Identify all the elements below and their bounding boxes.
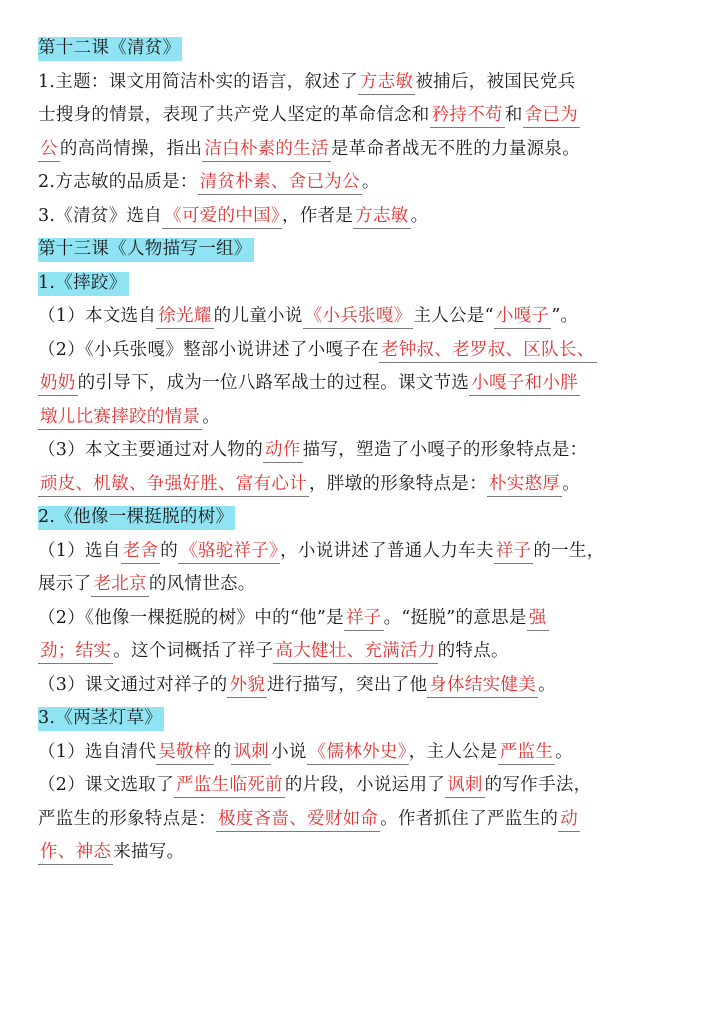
note-line [38,574,684,608]
line-text: （3）本文主要通过对人物的 [38,440,264,460]
answer-blank: 讽刺 [445,775,485,798]
heading-highlight [38,506,235,530]
line-text: 2.方志敏的品质是： [38,172,198,192]
heading-highlight [38,238,254,262]
answer-blank: 祥子 [494,541,534,564]
note-line [38,775,684,809]
answer-blank: 严监生 [498,742,555,765]
line-text: 2.《他像一棵挺脱的树》 [38,507,234,527]
note-line [38,340,684,374]
answer-blank: 朴实憨厚 [487,474,562,497]
note-line [38,306,684,340]
note-line [38,105,684,139]
line-text: 的儿童小说 [213,306,303,326]
note-line [38,407,684,441]
line-text: ，主人公是 [408,741,498,762]
answer-blank: 老北京 [91,574,148,597]
note-line [38,742,684,776]
answer-blank: 作、神态 [38,842,113,865]
answer-blank: 《小兵张嘎》 [303,306,414,329]
heading-highlight [38,272,129,296]
line-text: 。 [562,473,581,494]
answer-blank: 讽刺 [231,742,271,765]
line-text: 的一生， [533,540,605,561]
line-text: 是革命者战无不胜的力量源泉。 [330,138,581,159]
line-text: 的片段，小说运用了 [284,775,446,795]
line-text: （2）《他像一棵挺脱的树》中的“他”是 [38,607,344,628]
note-line [38,172,684,206]
heading-highlight [38,707,164,731]
line-text: 的写作手法， [484,775,592,795]
line-text: 。 [555,741,573,762]
line-text: 小说 [271,741,307,762]
line-text: （1）选自 [38,540,121,561]
line-text: ”。 [551,306,579,326]
answer-blank: 小嘎子 [494,306,551,329]
line-text: 。作者抓住了严监生的 [380,808,559,829]
note-line [38,608,684,642]
line-text: （1）选自清代 [38,741,157,762]
answer-blank: 极度吝啬、爱财如命 [216,809,380,832]
answer-blank: 动 [558,809,580,832]
answer-blank: 《骆驼祥子》 [178,541,280,564]
answer-blank: 清贫朴素、舍已为公 [198,172,362,195]
line-text: ，胖墩的形象特点是： [309,473,487,494]
answer-blank: 劲；结实 [38,641,113,664]
line-text: 第十二课《清贫》 [38,38,181,58]
line-text: 的引导下，成为一位八路军战士的过程。课文节选 [77,373,470,393]
line-text: ，小说讲述了普通人力车夫 [280,540,494,561]
section-heading [38,273,684,307]
line-text: 主人公是“ [413,306,494,326]
line-text: ，作者是 [281,205,354,226]
line-text: 。 [202,406,221,427]
note-line [38,541,684,575]
answer-blank: 强 [527,608,549,631]
line-text: 士搜身的情景，表现了共产党人坚定的革命信念和 [38,105,430,125]
section-heading [38,239,684,273]
note-line [38,139,684,173]
line-text: 的特点。 [437,641,509,661]
answer-blank: 墩儿比赛摔跤的情景 [38,407,202,430]
line-text: 的风情世态。 [148,574,256,594]
section-heading [38,507,684,541]
line-text: 。这个词概括了祥子 [113,641,274,661]
answer-blank: 祥子 [344,608,384,631]
answer-blank: 洁白朴素的生活 [202,139,331,162]
note-line [38,206,684,240]
line-text: 严监生的形象特点是： [38,808,216,829]
line-text: 的 [160,540,179,561]
line-text: 来描写。 [113,842,185,862]
note-line [38,440,684,474]
answer-blank: 方志敏 [358,72,415,95]
answer-blank: 徐光耀 [156,306,213,329]
note-line [38,72,684,106]
section-heading [38,38,684,72]
line-text: 。 [410,205,429,226]
line-text: 进行描写，突出了他 [267,674,428,695]
answer-blank: 严监生临死前 [174,775,285,798]
answer-blank: 《儒林外史》 [307,742,409,765]
answer-blank: 公 [38,139,60,162]
line-text: 1.《摔跤》 [38,272,127,293]
line-text: 3.《清贫》选自 [38,205,163,226]
line-text: 描写，塑造了小嘎子的形象特点是： [302,440,588,460]
note-line [38,842,684,876]
line-text: 1.主题：课文用简洁朴实的语言，叙述了 [38,71,358,92]
note-line [38,809,684,843]
note-line [38,675,684,709]
line-text: （2）课文选取了 [38,775,175,795]
heading-highlight [38,37,182,61]
answer-blank: 动作 [263,440,303,463]
answer-blank: 老舍 [121,541,161,564]
line-text: 的高尚情操，指出 [59,138,203,159]
answer-blank: 身体结实健美 [427,675,538,698]
line-text: 的 [213,741,232,762]
line-text: 被捕后，被国民党兵 [415,71,576,92]
line-text: （2）《小兵张嘎》整部小说讲述了小嘎子在 [38,339,379,360]
line-text: 。“挺脱”的意思是 [383,607,527,628]
answer-blank: 高大健壮、充满活力 [273,641,437,664]
line-text: （3）课文通过对祥子的 [38,674,228,695]
line-text: 展示了 [38,574,92,594]
answer-blank: 小嘎子和小胖 [469,373,580,396]
answer-blank: 老钟叔、老罗叔、区队长、 [379,340,597,363]
answer-blank: 外貌 [227,675,267,698]
line-text: 。 [538,674,556,695]
note-line [38,373,684,407]
note-line [38,641,684,675]
answer-blank: 矜持不苟 [430,105,505,128]
line-text: （1）本文选自 [38,306,157,326]
line-text: 3.《两茎灯草》 [38,708,163,728]
answer-blank: 奶奶 [38,373,78,396]
answer-blank: 《可爱的中国》 [162,206,282,229]
answer-blank: 顽皮、机敏、争强好胜、富有心计 [38,474,309,497]
answer-blank: 方志敏 [353,206,410,229]
answer-blank: 舍已为 [523,105,580,128]
line-text: 第十三课《人物描写一组》 [38,239,252,259]
line-text: 和 [504,105,523,125]
note-line [38,474,684,508]
answer-blank: 吴敬梓 [156,742,213,765]
section-heading [38,708,684,742]
line-text: 。 [361,172,380,192]
